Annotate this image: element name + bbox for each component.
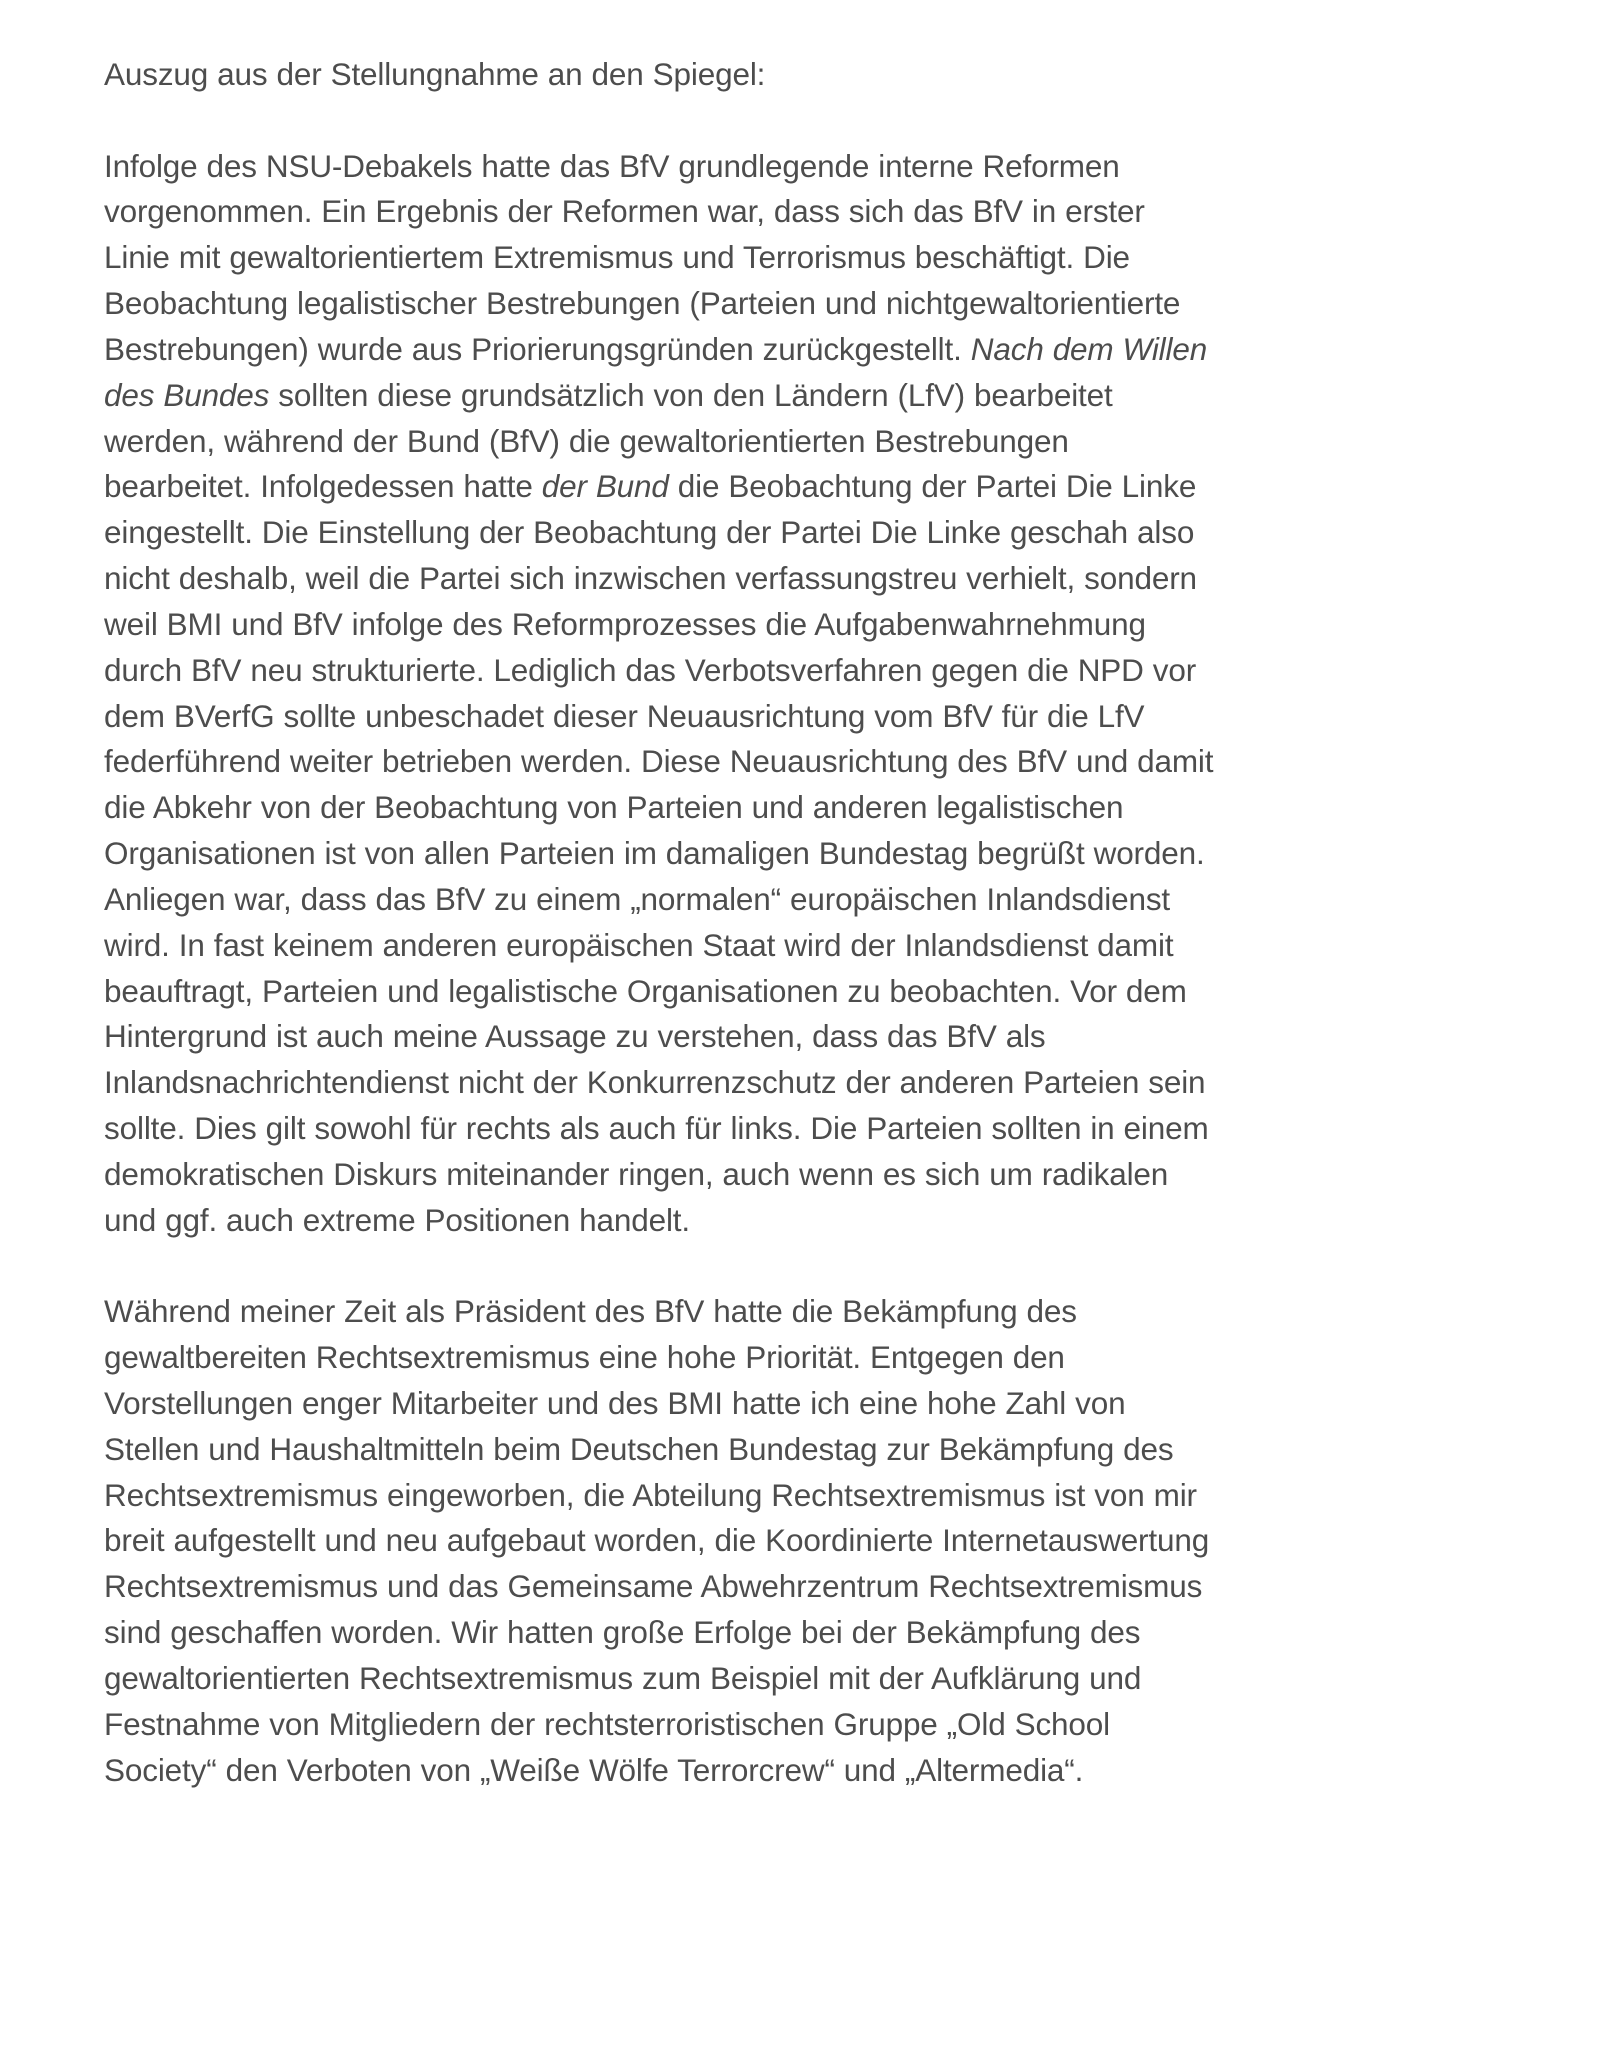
document-heading: Auszug aus der Stellungnahme an den Spiegel: <box>104 56 766 92</box>
paragraph-spacer <box>104 98 1214 144</box>
paragraph-spacer <box>104 1244 1214 1290</box>
paragraph-1: Infolge des NSU-Debakels hatte das BfV grundlegende interne Reformen vorgenommen. Ein Ergebnis der Reformen war, dass sich das BfV in erster Linie mit gewaltorientiertem Extremismus und Terrorismus beschäftigt. Die Beobachtung legalistischer Bestrebungen (Parteien und nichtgewaltorientierte Bestrebungen) wurde aus Priorierungsgründen zurückgestellt. Nach dem Willen des Bundes sollten diese grundsätzlich von den Ländern (LfV) bearbeitet werden, während der Bund (BfV) die gewaltorientierten Bestrebungen bearbeitet. Infolgedessen hatte der Bund die Beobachtung der Partei Die Linke eingestellt. Die Einstellung der Beobachtung der Partei Die Linke geschah also nicht deshalb, weil die Partei sich inzwischen verfassungstreu verhielt, sondern weil BMI und BfV infolge des Reformprozesses die Aufgabenwahrnehmung durch BfV neu strukturierte. Lediglich das Verbotsverfahren gegen die NPD vor dem BVerfG sollte unbeschadet dieser Neuausrichtung vom BfV für die LfV federführend weiter betrieben werden. Diese Neuausrichtung des BfV und damit die Abkehr von der Beobachtung von Parteien und anderen legalistischen Organisationen ist von allen Parteien im damaligen Bundestag begrüßt worden. Anliegen war, dass das BfV zu einem „normalen“ europäischen Inlandsdienst wird. In fast keinem anderen europäischen Staat wird der Inlandsdienst damit beauftragt, Parteien und legalistische Organisationen zu beobachten. Vor dem Hintergrund ist auch meine Aussage zu verstehen, dass das BfV als Inlandsnachrichtendienst nicht der Konkurrenzschutz der anderen Parteien sein sollte. Dies gilt sowohl für rechts als auch für links. Die Parteien sollten in einem demokratischen Diskurs miteinander ringen, auch wenn es sich um radikalen und ggf. auch extreme Positionen handelt. <box>104 147 1214 1238</box>
emphasis-run-1: Nach dem Willen des Bundes <box>104 330 1208 413</box>
document-body <box>104 52 1214 1793</box>
paragraph-2: Während meiner Zeit als Präsident des BfV hatte die Bekämpfung des gewaltbereiten Rechtsextremismus eine hohe Priorität. Entgegen den Vorstellungen enger Mitarbeiter und des BMI hatte ich eine hohe Zahl von Stellen und Haushaltmitteln beim Deutschen Bundestag zur Bekämpfung des Rechtsextremismus eingeworben, die Abteilung Rechtsextremismus ist von mir breit aufgestellt und neu aufgebaut worden, die Koordinierte Internetauswertung Rechtsextremismus und das Gemeinsame Abwehrzentrum Rechtsextremismus sind geschaffen worden. Wir hatten große Erfolge bei der Bekämpfung des gewaltorientierten Rechtsextremismus zum Beispiel mit der Aufklärung und Festnahme von Mitgliedern der rechtsterroristischen Gruppe „Old School Society“ den Verboten von „Weiße Wölfe Terrorcrew“ und „Altermedia“. <box>104 1293 1210 1788</box>
emphasis-run-3: der Bund <box>541 468 669 505</box>
